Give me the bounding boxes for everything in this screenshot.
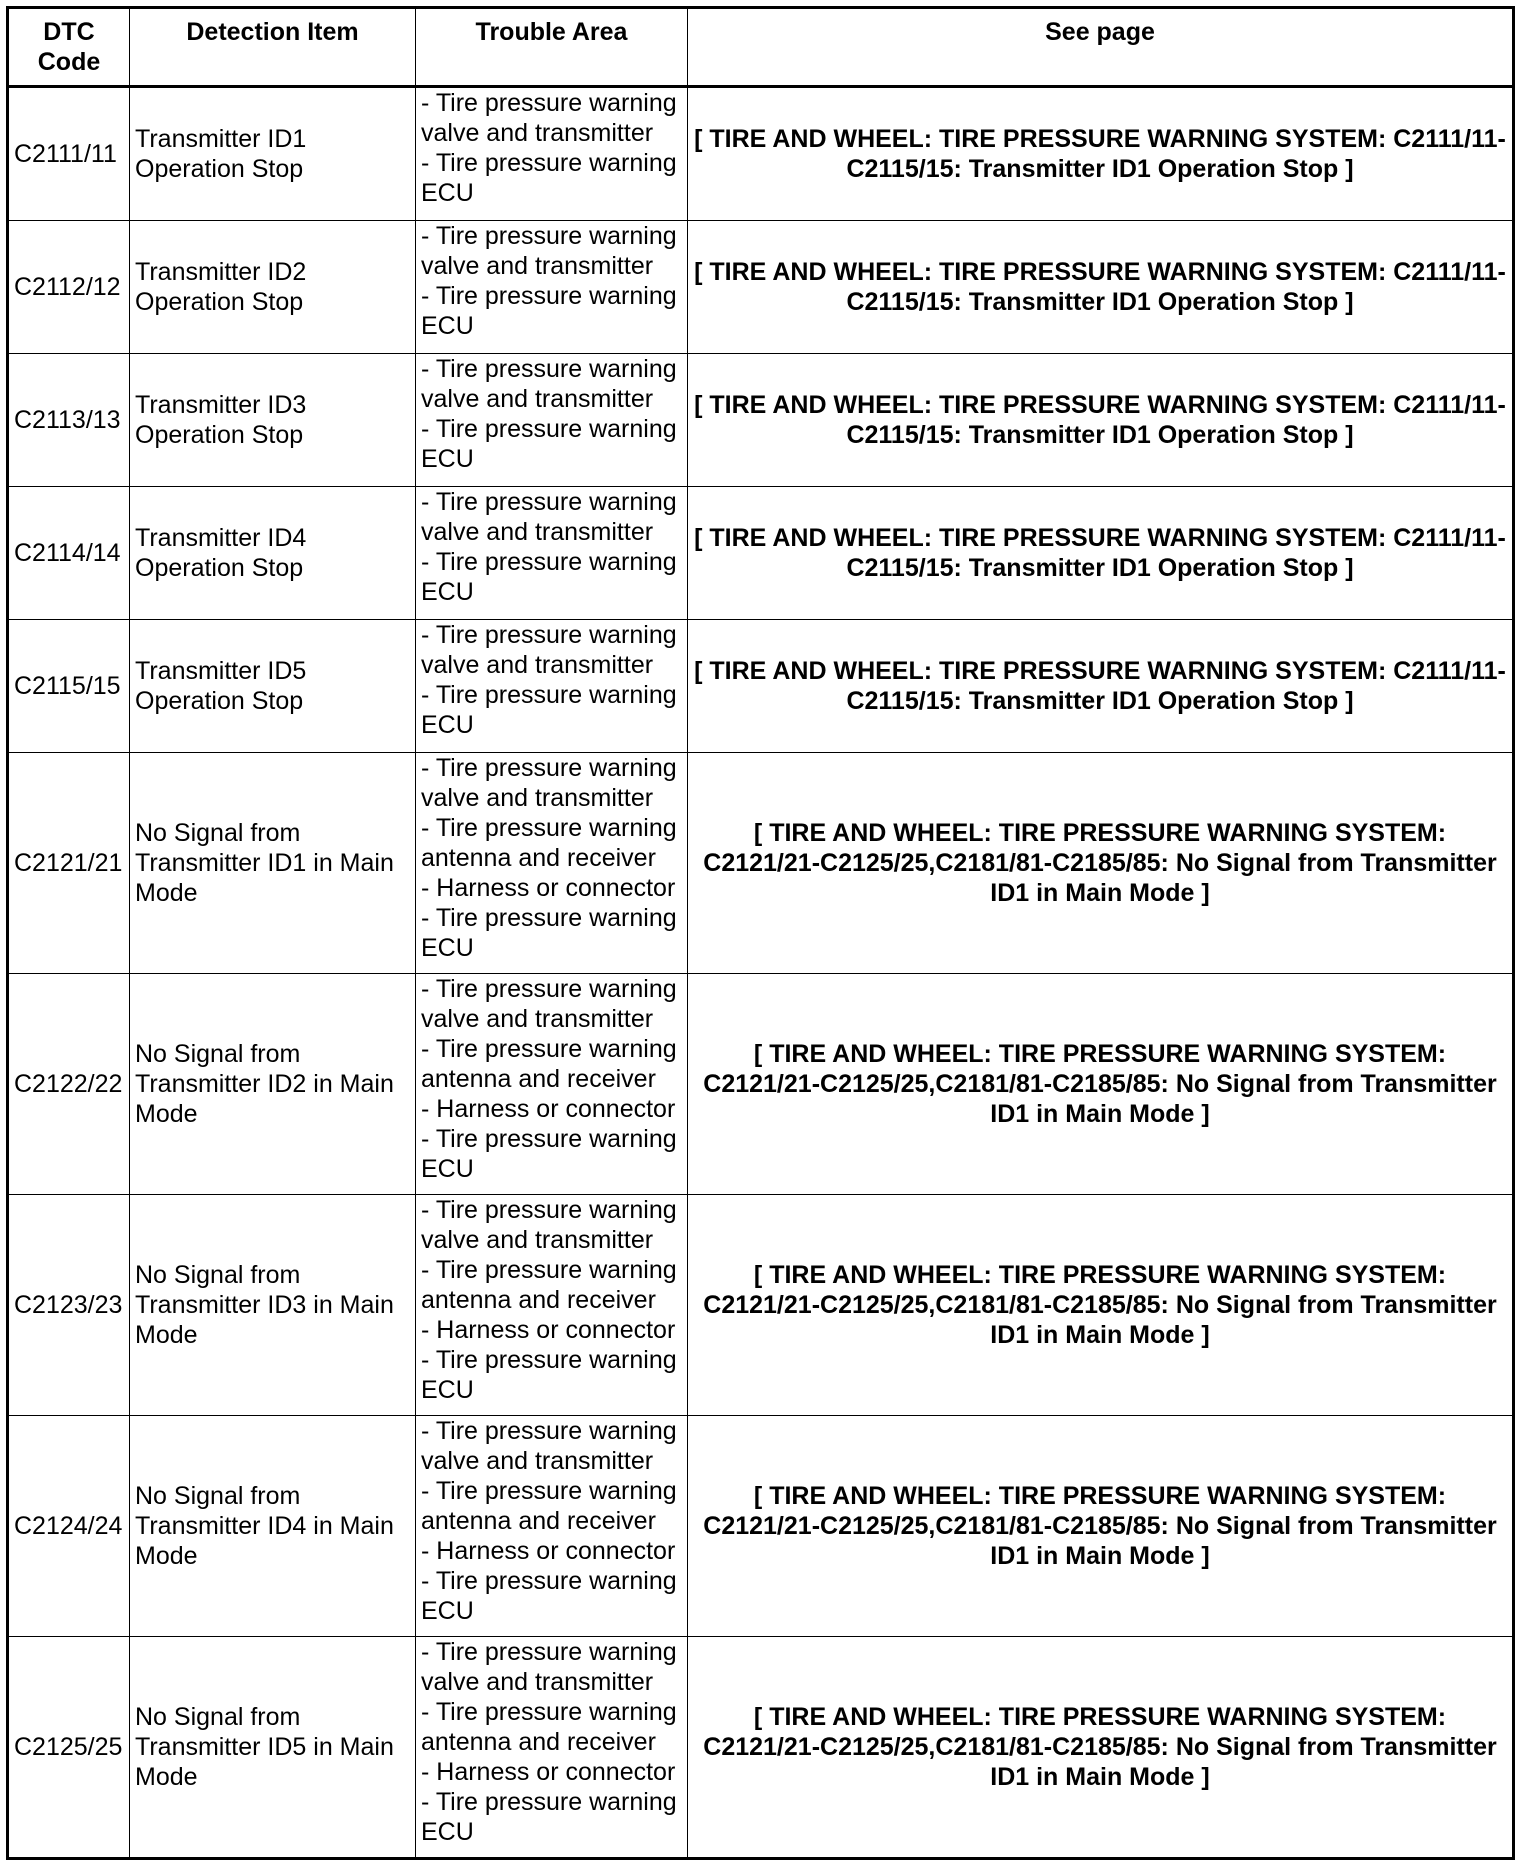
trouble-area-cell: - Tire pressure warning valve and transmitter - Tire pressure warning ECU <box>416 620 688 753</box>
see-page-link[interactable]: [ TIRE AND WHEEL: TIRE PRESSURE WARNING SYSTEM: C2121/21-C2125/25,C2181/81-C2185/85: No Signal from Transmitter ID1 in Main Mode ] <box>688 1416 1514 1637</box>
dtc-table <box>6 6 1515 1860</box>
trouble-area-cell: - Tire pressure warning valve and transmitter - Tire pressure warning ECU <box>416 487 688 620</box>
see-page-link[interactable]: [ TIRE AND WHEEL: TIRE PRESSURE WARNING SYSTEM: C2121/21-C2125/25,C2181/81-C2185/85: No Signal from Transmitter ID1 in Main Mode ] <box>688 753 1514 974</box>
dtc-code-cell: C2121/21 <box>8 753 130 974</box>
table-header-row <box>8 8 1514 87</box>
trouble-area-cell: - Tire pressure warning valve and transmitter - Tire pressure warning ECU <box>416 87 688 221</box>
dtc-code-cell: C2114/14 <box>8 487 130 620</box>
header-see-page: See page <box>688 8 1514 87</box>
detection-item-cell: No Signal from Transmitter ID4 in Main Mode <box>130 1416 416 1637</box>
table-row <box>8 221 1514 354</box>
dtc-code-cell: C2124/24 <box>8 1416 130 1637</box>
dtc-code-cell: C2112/12 <box>8 221 130 354</box>
dtc-code-cell: C2111/11 <box>8 87 130 221</box>
table-row <box>8 87 1514 221</box>
detection-item-cell: Transmitter ID1 Operation Stop <box>130 87 416 221</box>
detection-item-cell: Transmitter ID4 Operation Stop <box>130 487 416 620</box>
table-row <box>8 354 1514 487</box>
table-row <box>8 1416 1514 1637</box>
dtc-code-cell: C2123/23 <box>8 1195 130 1416</box>
see-page-link[interactable]: [ TIRE AND WHEEL: TIRE PRESSURE WARNING SYSTEM: C2111/11-C2115/15: Transmitter ID1 Operation Stop ] <box>688 487 1514 620</box>
detection-item-cell: No Signal from Transmitter ID5 in Main Mode <box>130 1637 416 1859</box>
table-row <box>8 487 1514 620</box>
table-row <box>8 1195 1514 1416</box>
table-row <box>8 620 1514 753</box>
trouble-area-cell: - Tire pressure warning valve and transmitter - Tire pressure warning ECU <box>416 354 688 487</box>
header-trouble-area: Trouble Area <box>416 8 688 87</box>
trouble-area-cell: - Tire pressure warning valve and transmitter - Tire pressure warning antenna and receiver - Harness or connector - Tire pressure warning ECU <box>416 974 688 1195</box>
see-page-link[interactable]: [ TIRE AND WHEEL: TIRE PRESSURE WARNING SYSTEM: C2121/21-C2125/25,C2181/81-C2185/85: No Signal from Transmitter ID1 in Main Mode ] <box>688 974 1514 1195</box>
dtc-code-cell: C2125/25 <box>8 1637 130 1859</box>
detection-item-cell: No Signal from Transmitter ID2 in Main Mode <box>130 974 416 1195</box>
table-row <box>8 753 1514 974</box>
detection-item-cell: No Signal from Transmitter ID3 in Main Mode <box>130 1195 416 1416</box>
detection-item-cell: Transmitter ID5 Operation Stop <box>130 620 416 753</box>
trouble-area-cell: - Tire pressure warning valve and transmitter - Tire pressure warning ECU <box>416 221 688 354</box>
see-page-link[interactable]: [ TIRE AND WHEEL: TIRE PRESSURE WARNING SYSTEM: C2121/21-C2125/25,C2181/81-C2185/85: No Signal from Transmitter ID1 in Main Mode ] <box>688 1195 1514 1416</box>
table-row <box>8 1637 1514 1859</box>
see-page-link[interactable]: [ TIRE AND WHEEL: TIRE PRESSURE WARNING SYSTEM: C2111/11-C2115/15: Transmitter ID1 Operation Stop ] <box>688 87 1514 221</box>
dtc-code-cell: C2115/15 <box>8 620 130 753</box>
see-page-link[interactable]: [ TIRE AND WHEEL: TIRE PRESSURE WARNING SYSTEM: C2111/11-C2115/15: Transmitter ID1 Operation Stop ] <box>688 620 1514 753</box>
detection-item-cell: Transmitter ID2 Operation Stop <box>130 221 416 354</box>
see-page-link[interactable]: [ TIRE AND WHEEL: TIRE PRESSURE WARNING SYSTEM: C2111/11-C2115/15: Transmitter ID1 Operation Stop ] <box>688 221 1514 354</box>
dtc-code-cell: C2113/13 <box>8 354 130 487</box>
trouble-area-cell: - Tire pressure warning valve and transmitter - Tire pressure warning antenna and receiver - Harness or connector - Tire pressure warning ECU <box>416 1416 688 1637</box>
trouble-area-cell: - Tire pressure warning valve and transmitter - Tire pressure warning antenna and receiver - Harness or connector - Tire pressure warning ECU <box>416 1637 688 1859</box>
detection-item-cell: No Signal from Transmitter ID1 in Main Mode <box>130 753 416 974</box>
see-page-link[interactable]: [ TIRE AND WHEEL: TIRE PRESSURE WARNING SYSTEM: C2121/21-C2125/25,C2181/81-C2185/85: No Signal from Transmitter ID1 in Main Mode ] <box>688 1637 1514 1859</box>
header-dtc-code: DTC Code <box>8 8 130 87</box>
detection-item-cell: Transmitter ID3 Operation Stop <box>130 354 416 487</box>
table-row <box>8 974 1514 1195</box>
trouble-area-cell: - Tire pressure warning valve and transmitter - Tire pressure warning antenna and receiver - Harness or connector - Tire pressure warning ECU <box>416 753 688 974</box>
dtc-code-cell: C2122/22 <box>8 974 130 1195</box>
see-page-link[interactable]: [ TIRE AND WHEEL: TIRE PRESSURE WARNING SYSTEM: C2111/11-C2115/15: Transmitter ID1 Operation Stop ] <box>688 354 1514 487</box>
header-detection-item: Detection Item <box>130 8 416 87</box>
trouble-area-cell: - Tire pressure warning valve and transmitter - Tire pressure warning antenna and receiver - Harness or connector - Tire pressure warning ECU <box>416 1195 688 1416</box>
